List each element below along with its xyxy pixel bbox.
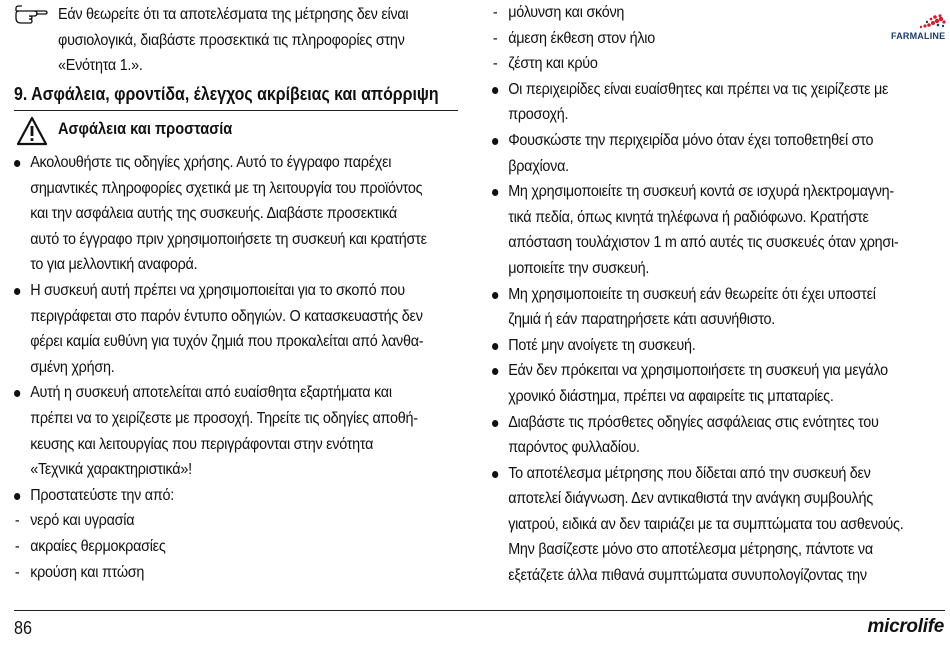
footer-divider [14,610,945,611]
dash-line: ζέστη και κρύο [508,55,598,73]
item-line: χρονικό διάστημα, πρέπει να αφαιρείτε τις μπαταρίες. [508,387,834,405]
item-line: σμένη χρήση. [30,358,115,376]
left-bullet-list [14,150,427,585]
bullet-icon [492,189,498,196]
item-line: μοποιείτε την συσκευή. [508,259,650,277]
list-item [14,150,427,278]
pointing-hand-icon [14,4,48,26]
item-line: Ακολουθήστε τις οδηγίες χρήσης. Αυτό το έγγραφο παρέχει [30,154,392,171]
dash-line: ακραίες θερμοκρασίες [30,537,166,555]
list-item [492,410,903,461]
item-line: Μη χρησιμοποιείτε τη συσκευή κοντά σε ισχυρά ηλεκτρομαγνη- [508,183,894,201]
dash-marker: - [14,563,20,581]
subsection-title: Ασφάλεια και προστασία [58,119,233,138]
item-line: «Τεχνικά χαρακτηριστικά»! [30,461,192,479]
item-line: Μη χρησιμοποιείτε τη συσκευή εάν θεωρείτε ότι έχει υποστεί [508,285,876,303]
dash-marker: - [492,55,498,73]
item-line: τικά πεδία, όπως κινητά τηλέφωνα ή ραδιόφωνο. Κρατήστε [508,208,869,226]
dash-marker: - [492,29,498,47]
item-line: ζημιά ή εάν παρατηρήσετε κάτι ασυνήθιστο. [508,311,776,329]
dash-marker: - [492,4,498,21]
bullet-icon [492,420,498,427]
item-line: βραχίονα. [508,157,569,175]
item-line: και την ασφάλεια αυτής της συσκευής. Διαβάστε προσεκτικά [30,205,397,223]
item-line: παρόντος φυλλαδίου. [508,439,640,457]
item-line: πρέπει να το χειρίζεστε με προσοχή. Τηρείτε τις οδηγίες αποθή- [30,409,418,427]
bullet-icon [14,390,20,397]
item-line: γιατρού, ειδικά αν δεν ταιριάζει με τα συμπτώματα του ασθενούς. [508,515,904,533]
dash-marker: - [14,512,20,530]
dash-item [14,534,427,560]
list-item [492,282,903,333]
bullet-icon [492,292,498,299]
bullet-icon [492,138,498,145]
item-line: περιγράφεται στο παρόν έντυπο οδηγιών. Ο κατασκευαστής δεν [30,307,423,325]
dash-item [14,560,427,586]
item-line: το για μελλοντική αναφορά. [30,256,198,274]
item-line: εξετάζετε άλλα πιθανά συμπτώματα συνυπολογίζοντας την [508,567,867,585]
note-line: «Ενότητα 1.». [58,57,143,75]
page-number: 86 [14,618,33,638]
microlife-logo: microlife [867,616,944,637]
item-line: Εάν δεν πρόκειται να χρησιμοποιήσετε τη συσκευή για μεγάλο [508,362,888,380]
item-line: αυτό το έγγραφο πριν χρησιμοποιήσετε τη συσκευή και κρατήστε [30,230,427,248]
item-line: απόσταση τουλάχιστον 1 m από αυτές τις συσκευές όταν χρησι- [508,234,899,252]
item-line: προσοχή. [508,106,569,124]
dash-marker: - [14,537,20,555]
dash-item [492,51,903,77]
logo-wordmark: FARMALINE [891,31,946,41]
section-heading: 9. Ασφάλεια, φροντίδα, έλεγχος ακρίβειας και απόρριψη [14,83,439,104]
note-line: Εάν θεωρείτε ότι τα αποτελέσματα της μέτρησης δεν είναι [58,6,409,23]
list-item [14,380,427,482]
item-line: Οι περιχειρίδες είναι ευαίσθητες και πρέπει να τις χειρίζεστε με [508,80,889,98]
bullet-icon [14,160,20,167]
item-line: Το αποτέλεσμα μέτρησης που δίδεται από την συσκευή δεν [508,464,871,482]
list-item [14,483,427,509]
bullet-icon [492,368,498,375]
bullet-icon [492,87,498,94]
item-line: Ποτέ μην ανοίγετε τη συσκευή. [508,336,696,354]
item-line: φέρει καμία ευθύνη για τυχόν ζημιά που προκαλείται από λανθα- [30,333,424,351]
list-item [492,128,903,179]
list-item [492,461,903,589]
bullet-icon [14,493,20,500]
list-item [14,278,427,380]
item-line: Αυτή η συσκευή αποτελείται από ευαίσθητα εξαρτήματα και [30,384,392,402]
item-line: Φουσκώστε την περιχειρίδα μόνο όταν έχει τοποθετηθεί στο [508,131,874,149]
item-line: Προστατεύστε την από: [30,486,174,504]
item-line: σημαντικές πληροφορίες σχετικά με τη λειτουργία του προϊόντος [30,179,423,197]
dash-line: νερό και υγρασία [30,512,135,530]
item-line: κευσης και λειτουργίας που περιγράφονται στην ενότητα [30,435,374,453]
bullet-icon [492,343,498,350]
dash-item [492,26,903,52]
item-line: Μην βασίζεστε μόνο στο αποτέλεσμα μέτρησης, πάντοτε να [508,541,873,559]
bullet-icon [14,288,20,295]
bullet-icon [492,471,498,478]
warning-triangle-icon [16,116,48,146]
list-item [492,77,903,128]
list-item [492,179,903,281]
dash-item [14,508,427,534]
list-item [492,333,903,359]
right-bullet-list [492,0,903,589]
heading-divider [14,110,458,111]
item-line: αποτελεί διάγνωση. Δεν αντικαθιστά την ανάγκη συμβουλής [508,490,873,508]
note-text [58,2,408,79]
dash-line: άμεση έκθεση στον ήλιο [508,29,655,47]
logo-dots-icon [891,14,947,30]
item-line: Διαβάστε τις πρόσθετες οδηγίες ασφάλειας στις ενότητες του [508,413,879,431]
item-line: Η συσκευή αυτή πρέπει να χρησιμοποιείται για το σκοπό που [30,281,405,299]
list-item [492,358,903,409]
farmaline-logo [891,14,947,44]
dash-line: κρούση και πτώση [30,563,145,581]
note-line: φυσιολογικά, διαβάστε προσεκτικά τις πληροφορίες στην [58,31,405,49]
dash-line: μόλυνση και σκόνη [508,4,625,21]
dash-item [492,0,903,26]
